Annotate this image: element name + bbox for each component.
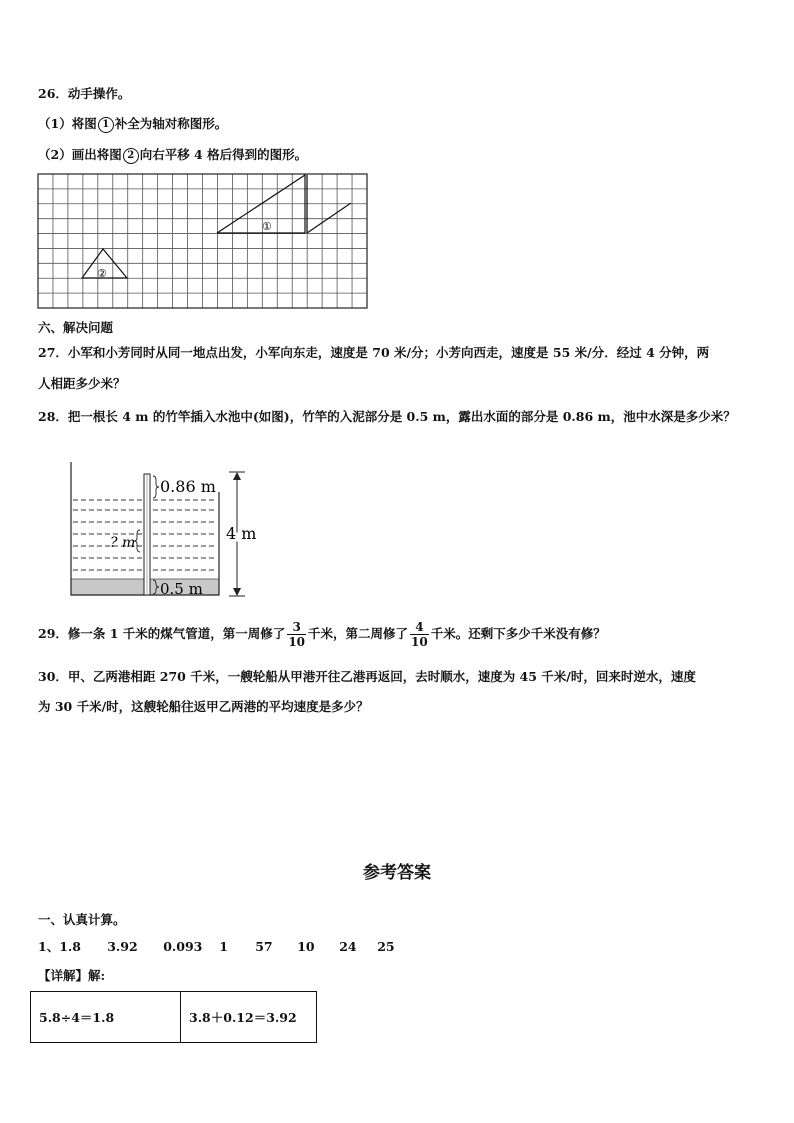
answers-section-1: 一、认真计算。 (38, 912, 126, 927)
answer-value: 10 (297, 939, 315, 954)
q26-part1-mark: 1 (98, 117, 114, 133)
q29-f1-den: 10 (288, 635, 306, 649)
q26-part2-pre: （2）画出将图 (38, 147, 122, 162)
label-top: 0.86 m (160, 477, 216, 496)
calc-table (30, 991, 317, 1043)
answers-item-prefix: 1、 (38, 939, 60, 954)
q29-f2-num: 4 (410, 620, 429, 635)
q26-part1-post: 补全为轴对称图形。 (114, 116, 228, 131)
calc-cell-1: 5.8÷4＝1.8 (31, 992, 181, 1043)
answers-title: 参考答案 (363, 863, 431, 883)
q30-line2: 为 30 千米/时，这艘轮船往返甲乙两港的平均速度是多少？ (38, 699, 369, 714)
answer-value: 1 (219, 939, 228, 954)
q26-grid-figure (37, 173, 369, 310)
answer-value: 0.093 (163, 939, 203, 954)
answer-value: 57 (255, 939, 273, 954)
q29-post: 千米。还剩下多少千米没有修？ (430, 626, 606, 641)
q29-f1-num: 3 (287, 620, 306, 635)
table-row (31, 992, 317, 1043)
q26-part1 (38, 114, 227, 133)
q27-line2: 人相距多少米？ (38, 376, 126, 391)
q29-fraction-1 (287, 620, 306, 649)
answer-value: 25 (377, 939, 395, 954)
q30-line1: 30．甲、乙两港相距 270 千米，一艘轮船从甲港开往乙港再返回，去时顺水，速度为 45 千米/时，回来时逆水，速度 (38, 669, 696, 684)
q28-text: 28．把一根长 4 m 的竹竿插入水池中(如图)，竹竿的入泥部分是 0.5 m，露出水面的部分是 0.86 m，池中水深是多少米？ (38, 409, 736, 424)
q27-line1: 27．小军和小芳同时从同一地点出发，小军向东走，速度是 70 米/分；小芳向西走，速度是 55 米/分．经过 4 分钟，两 (38, 345, 710, 360)
calc-cell-2: 3.8＋0.12＝3.92 (181, 992, 317, 1043)
q29-f2-den: 10 (411, 635, 428, 649)
answer-value: 3.92 (107, 939, 138, 954)
answer-value: 24 (339, 939, 357, 954)
q26-title: 26．动手操作。 (38, 86, 131, 101)
label-water: ? m (110, 535, 136, 551)
label-mud: 0.5 m (160, 580, 203, 598)
figure-1-partial (307, 203, 351, 233)
q29-fraction-2 (410, 620, 429, 649)
figure-1-label: ① (262, 220, 272, 233)
answers-values (59, 939, 407, 954)
detail-label: 【详解】解: (38, 968, 106, 983)
brace-top (153, 476, 159, 498)
figure-2-label: ② (97, 267, 107, 280)
q26-part1-pre: （1）将图 (38, 116, 97, 131)
q26-part2-post: 向右平移 4 格后得到的图形。 (139, 147, 308, 162)
q26-part2-mark: 2 (123, 148, 139, 164)
q29-pre: 29．修一条 1 千米的煤气管道，第一周修了 (38, 626, 286, 641)
label-total: 4 m (226, 524, 257, 543)
q28-pool-figure (60, 462, 270, 604)
grid-lines (38, 174, 367, 308)
q29-mid: 千米，第二周修了 (308, 626, 409, 641)
answer-value: 1.8 (59, 939, 81, 954)
answers-values-row (38, 937, 407, 955)
section-6-heading: 六、解决问题 (38, 320, 114, 335)
q29-text (38, 620, 606, 649)
q26-part2 (38, 145, 307, 164)
